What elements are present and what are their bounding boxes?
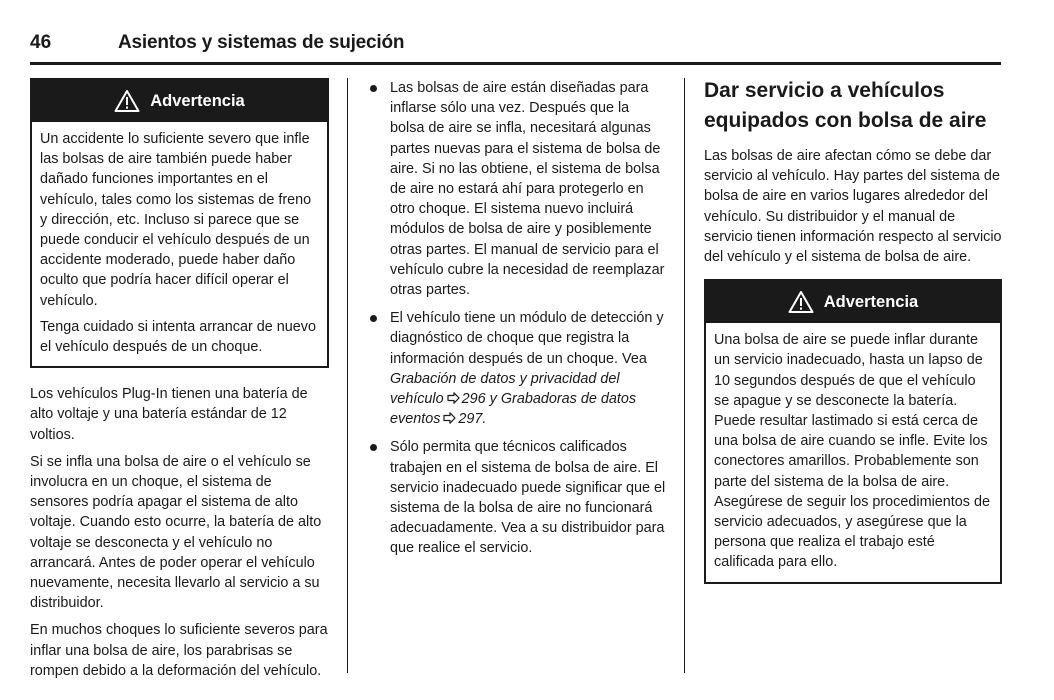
list-item bbox=[366, 308, 666, 429]
column-divider bbox=[347, 78, 348, 673]
warning-paragraph: Tenga cuidado si intenta arrancar de nuevo el vehículo después de un choque. bbox=[40, 318, 317, 356]
cross-reference-link[interactable]: Grabadoras de datos eventos bbox=[390, 391, 637, 428]
body-paragraph: En muchos choques lo suficiente severos para inflar una bolsa de aire, los parabrisas se rompen debido a la deformación del vehículo. bbox=[30, 622, 328, 679]
page-number: 46 bbox=[30, 32, 52, 53]
warning-header bbox=[706, 281, 1000, 323]
column-right bbox=[704, 76, 1002, 584]
page-reference-icon bbox=[447, 392, 460, 404]
column-middle bbox=[366, 78, 666, 567]
conjunction: y bbox=[489, 391, 497, 408]
bullet-text: El vehículo tiene un módulo de detección y diagnóstico de choque que registra la información después de un choque. bbox=[390, 310, 664, 367]
page-header bbox=[30, 28, 1000, 58]
see-label: Vea bbox=[622, 350, 647, 367]
list-item bbox=[366, 78, 666, 300]
page-reference[interactable]: 297 bbox=[458, 411, 483, 428]
body-paragraph: Las bolsas de aire afectan cómo se debe dar servicio al vehículo. Hay partes del sistema de bolsa de aire en varios lugares alrededor del vehículo. Su distribuidor y el manual de servicio tienen información respecto al servicio del vehículo y el sistema de bolsa de aire. bbox=[704, 148, 1002, 266]
warning-header bbox=[32, 80, 327, 122]
bullet-text: Las bolsas de aire están diseñadas para inflarse sólo una vez. Después que la bolsa de aire se infla, necesitará algunas partes nuevas para el sistema de bolsa de aire. Si no las obtiene, el sistema de bolsa de aire no estará ahí para protegerlo en otro choque. El sistema nuevo incluirá módulos de bolsa de aire y posiblemente otras partes. El manual de servicio para el vehículo cubre la necesidad de reemplazar otras partes. bbox=[390, 80, 665, 299]
warning-triangle-icon bbox=[114, 89, 140, 113]
page-reference[interactable]: 296 bbox=[461, 391, 486, 408]
warning-body bbox=[32, 122, 327, 366]
warning-body bbox=[706, 323, 1000, 581]
warning-box bbox=[704, 279, 1002, 583]
body-paragraph: Si se infla una bolsa de aire o el vehículo se involucra en un choque, el sistema de sensores podría apagar el sistema de alto voltaje. Cuando esto ocurre, la batería de alto voltaje se desconecta y el vehículo no arrancará. Antes de poder operar el vehículo nuevamente, necesita llevarlo al servicio a su distribuidor. bbox=[30, 453, 322, 612]
bullet-icon bbox=[370, 444, 377, 451]
warning-title: Advertencia bbox=[150, 91, 245, 110]
column-left bbox=[30, 78, 329, 688]
warning-triangle-icon bbox=[788, 290, 814, 314]
bullet-icon bbox=[370, 85, 377, 92]
warning-paragraph: Una bolsa de aire se puede inflar durante un servicio inadecuado, hasta un lapso de 10 segundos después de que el vehículo se apague y se desconecte la batería. Puede resultar lastimado si está cerca de una bolsa de aire cuando se infle. Evite los conectores amarillos. Probablemente son parte del sistema de la bolsa de aire. Asegúrese de seguir los procedimientos de servicio adecuados, y asegúrese que la persona que realiza el trabajo esté calificada para ello. bbox=[714, 332, 990, 571]
warning-paragraph: Un accidente lo suficiente severo que infle las bolsas de aire también puede haber dañado funciones importantes en el vehículo, tales como los sistemas de freno y dirección, etc. Incluso si parece que se puede conducir el vehículo después de un accidente moderado, puede haber daño oculto que podría hacer difícil operar el vehículo. bbox=[40, 131, 312, 309]
bullet-icon bbox=[370, 315, 377, 322]
bullet-list bbox=[366, 78, 666, 559]
warning-box bbox=[30, 78, 329, 368]
warning-title: Advertencia bbox=[823, 293, 919, 312]
body-paragraph: Los vehículos Plug-In tienen una batería de alto voltaje y una batería estándar de 12 voltios. bbox=[30, 386, 308, 443]
column-divider bbox=[684, 78, 685, 673]
page-title: Asientos y sistemas de sujeción bbox=[118, 32, 405, 53]
cross-reference-link[interactable]: Grabación de datos y privacidad del vehículo bbox=[390, 370, 620, 408]
list-item bbox=[366, 437, 666, 558]
period: . bbox=[482, 411, 487, 428]
section-title: Dar servicio a vehículos equipados con bolsa de aire bbox=[704, 79, 987, 132]
bullet-text: Sólo permita que técnicos calificados trabajen en el sistema de bolsa de aire. El servicio inadecuado puede significar que el sistema de la bolsa de aire no funcionará adecuadamente. Vea a su distribuidor para que realice el servicio. bbox=[390, 439, 666, 557]
page-reference-icon bbox=[443, 412, 456, 424]
header-rule bbox=[30, 62, 1001, 65]
